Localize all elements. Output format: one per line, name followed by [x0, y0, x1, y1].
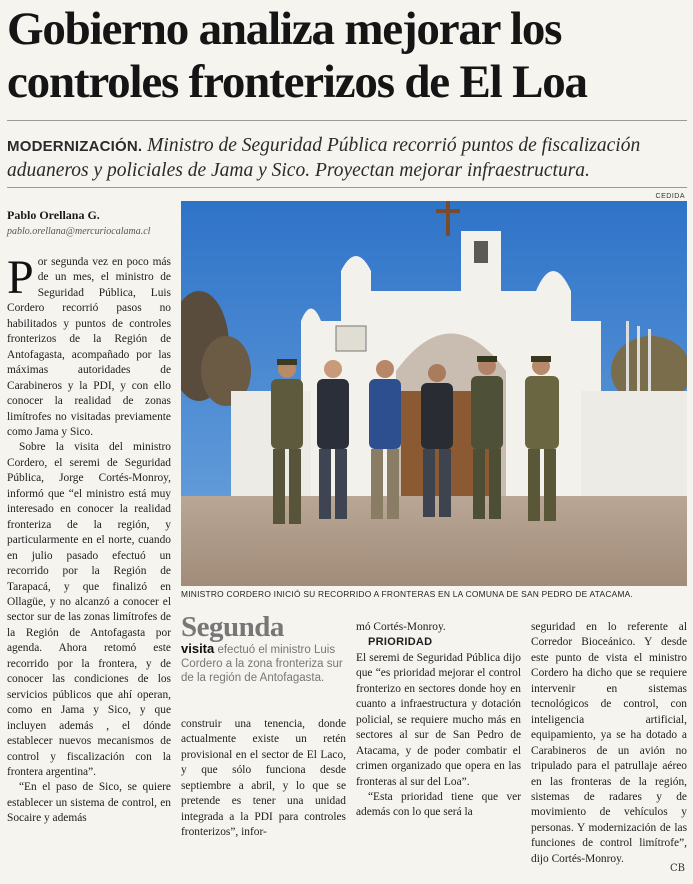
photo-credit: CEDIDA — [655, 193, 685, 200]
pull-quote-text: visita efectuó el ministro Luis Cordero a la zona fronteriza sur de la región de Antofagasta. — [181, 641, 343, 684]
pull-quote — [181, 612, 349, 685]
author-signoff: CB — [670, 863, 685, 874]
paragraph: seguridad en lo referente al Corredor Bioceánico. Y desde este punto de vista el ministro Cordero ha dicho que se requiere intervenir en sistemas tecnológicos de control, con inteligencia artificial, equipamiento, ya se ha dotado a Carabineros de un avión no tripulado para el patrullaje aéreo en las fronteras de la región, sistemas de radares y de movimiento de vehículos y personas. Y modernización de las funciones de control limítrofe”, dijo Cortés-Monroy. — [531, 621, 687, 865]
dropcap: P — [7, 251, 34, 304]
deck-rule — [7, 187, 687, 188]
paragraph: Por segunda vez en poco más de un mes, el ministro de Seguridad Pública, Luis Cordero recorrió pasos no habilitados y puntos de controles fronterizos de la Región de Antofagasta, acompañado por las máximas autoridades de Carabineros y la PDI, y con ello conocer la realidad de zonas limítrofes no visitadas previamente como Jama y Sico. — [7, 251, 171, 438]
article-photo — [181, 201, 687, 586]
byline-email[interactable]: pablo.orellana@mercuriocalama.cl — [7, 226, 151, 237]
article-column-1 — [7, 251, 171, 827]
photo-caption: MINISTRO CORDERO INICIÓ SU RECORRIDO A FRONTERAS EN LA COMUNA DE SAN PEDRO DE ATACAMA. — [181, 589, 634, 599]
article-column-4 — [531, 620, 687, 867]
paragraph: Sobre la visita del ministro Cordero, el seremi de Seguridad Pública, Jorge Cortés-Monroy, informó que “el ministro está muy interesado en conocer la realidad fronteriza de la región, y particularmente en el norte, cuando en julio pasado efectuó un recorrido por la Región de Tarapacá, y que finalizó en Ollagüe, y no alcanzó a conocer el sector sur de las zonas limítrofes de la Región de Antofagasta por agenda. Ahora retomó este recorrido por la frontera, y de conocer las condiciones de los servicios públicos que ahí operan, como en Jama y Sico, y que incluyen además , el dónde establecer nuevos mecanismos de control y fiscalización con la frontera argentina”. — [7, 441, 171, 778]
byline — [7, 208, 172, 237]
paragraph: “Esta prioridad tiene que ver además con lo que será la — [356, 790, 521, 819]
paragraph: construir una tenencia, donde actualmente existe un retén provisional en el sector de El Laco, y que sólo funciona desde septiembre a abril, y lo que se pretende es tener una unidad integrada a la PDI para controles fronterizos”, infor- — [181, 718, 346, 839]
article-column-2 — [181, 717, 346, 841]
article-column-3 — [356, 620, 521, 821]
paragraph: “En el paso de Sico, se quiere establecer un sistema de control, en Socaire y además — [7, 781, 171, 825]
deck-text: Ministro de Seguridad Pública recorrió puntos de fiscalización aduaneros y policiales de Jama y Sico. Proyectan mejorar infraestructura. — [7, 135, 641, 181]
headline: Gobierno analiza mejorar los controles fronterizos de El Loa — [7, 3, 587, 108]
paragraph: El seremi de Seguridad Pública dijo que “es prioridad mejorar el control fronterizo en sectores donde hoy en cuanto a infraestructura y dotación policial, se requiere mucho más en sectores al sur de San Pedro de Atacama, y de poder combatir el crimen organizado que opera en las fronteras al sur del Loa”. — [356, 651, 521, 788]
byline-name: Pablo Orellana G. — [7, 208, 100, 222]
pull-quote-number: Segunda — [181, 611, 284, 643]
deck-kicker: MODERNIZACIÓN. — [7, 138, 143, 155]
paragraph: mó Cortés-Monroy. — [356, 621, 446, 633]
deck — [7, 134, 687, 183]
subhead: PRIORIDAD — [368, 636, 433, 649]
headline-rule — [7, 120, 687, 121]
